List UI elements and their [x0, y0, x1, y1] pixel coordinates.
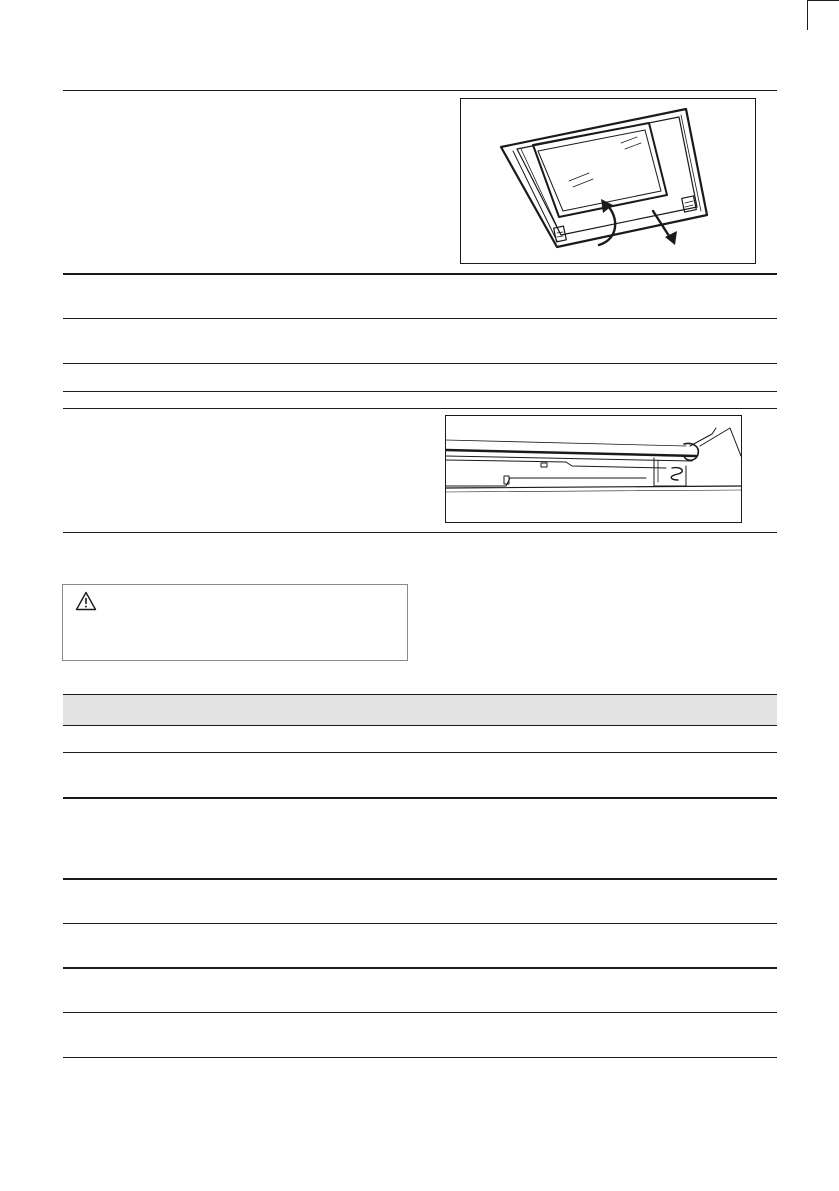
door-seal-figure	[445, 415, 742, 523]
section-rule	[63, 363, 777, 364]
section-rule	[63, 273, 777, 275]
warning-box	[62, 584, 408, 661]
table-row-rule	[63, 752, 777, 753]
table-row-rule	[63, 1012, 777, 1013]
section-rule	[63, 391, 777, 392]
section-rule	[63, 90, 777, 91]
table-group-rule	[63, 878, 777, 880]
table-group-rule	[63, 797, 777, 799]
door-glass-figure	[460, 98, 756, 264]
table-header	[63, 694, 777, 726]
table-group-rule	[63, 967, 777, 969]
table-row-rule	[63, 923, 777, 924]
page-edge-mark-horizontal	[807, 0, 839, 1]
section-rule	[63, 532, 777, 533]
page-edge-mark-vertical	[807, 0, 808, 30]
table-row-rule	[63, 1057, 777, 1058]
warning-triangle-icon	[75, 591, 97, 611]
section-rule	[63, 318, 777, 319]
door-seal-clip-illustration	[446, 416, 741, 522]
door-panel-removal-illustration	[461, 99, 755, 263]
section-rule	[63, 408, 777, 409]
